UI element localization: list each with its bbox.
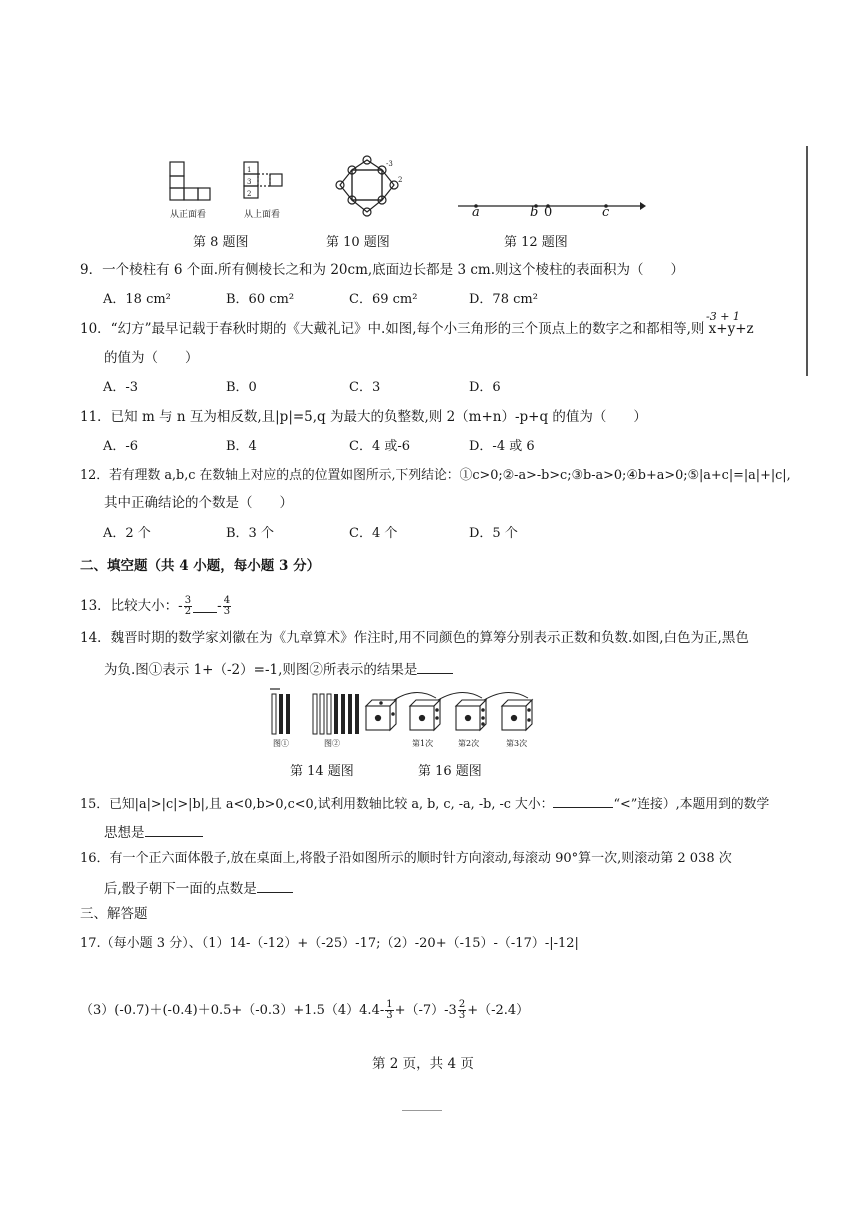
q13-prefix: 13．比较大小：- <box>80 597 183 614</box>
front-view-grid <box>170 162 210 200</box>
section2-heading: 二、填空题（共 4 小题，每小题 3 分） <box>80 558 321 574</box>
q13-mid: - <box>217 597 222 614</box>
q12-option-d: D．5 个 <box>469 526 518 541</box>
fig16-caption: 第 16 题图 <box>418 764 482 779</box>
fig10-diagram <box>336 158 406 222</box>
page-edge-line <box>806 146 808 376</box>
q11-option-b: B．4 <box>226 439 257 454</box>
q9-option-b: B．60 cm² <box>226 292 295 307</box>
svg-text:2: 2 <box>247 190 252 198</box>
q17-line2c: +（-2.4） <box>467 1003 530 1018</box>
fig16-dice <box>366 700 532 730</box>
q10-option-d: D．6 <box>469 380 501 395</box>
fig8-caption: 第 8 题图 <box>193 235 249 250</box>
fig14-16-diagram <box>268 686 540 742</box>
svg-text:3: 3 <box>247 178 252 186</box>
q17-line2 <box>80 1000 529 1021</box>
q16-line1: 16．有一个正六面体骰子,放在桌面上,将骰子沿如图所示的顺时针方向滚动,每滚动 90°算一次,则滚动第 2 038 次 <box>80 851 732 866</box>
q13-line <box>80 596 232 617</box>
q10-stem: 10．“幻方”最早记载于春秋时期的《大戴礼记》中.如图,每个小三角形的三个顶点上的数字之和都相等,则 x+y+z <box>80 321 754 337</box>
q15-answer-blank-1[interactable] <box>553 795 613 808</box>
q13-f2-denominator: 3 <box>223 606 231 617</box>
fig12-caption: 第 12 题图 <box>504 235 568 250</box>
q17-f1-numerator: 1 <box>386 999 393 1010</box>
q15-line2-text: 思想是 <box>104 825 145 841</box>
q9-stem: 9．一个棱柱有 6 个面.所有侧棱长之和为 20cm,底面边长都是 3 cm.则这个棱柱的表面积为（ ） <box>80 262 684 278</box>
q9-option-d: D．78 cm² <box>469 292 538 307</box>
svg-text:2: 2 <box>398 176 403 184</box>
q11-stem: 11．已知 m 与 n 互为相反数,且|p|=5,q 为最大的负整数,则 2（m+n）-p+q 的值为（ ） <box>80 409 647 425</box>
q10-option-b: B．0 <box>226 380 257 395</box>
q16-answer-blank[interactable] <box>257 880 293 893</box>
fig14-label-1: 图① <box>273 739 289 748</box>
q13-f1-denominator: 2 <box>184 606 192 617</box>
q17-fraction-1 <box>385 1000 393 1021</box>
page-footer: 第 2 页，共 4 页 <box>372 1056 474 1072</box>
q9-option-c: C．69 cm² <box>349 292 418 307</box>
label-c: c <box>602 205 610 220</box>
q10-stem-cont: 的值为（ ） <box>104 350 199 366</box>
label-a: a <box>472 205 480 220</box>
q16-line2 <box>104 880 293 897</box>
q13-f2-numerator: 4 <box>223 595 231 606</box>
q17-line2b: +（-7）-3 <box>394 1003 457 1018</box>
q14-line2-text: 为负.图①表示 1+（-2）=-1,则图②所表示的结果是 <box>104 662 418 678</box>
q17-line1: 17.（每小题 3 分）、（1）14-（-12）+（-25）-17;（2）-20+（-15）-（-17）-|-12| <box>80 936 579 951</box>
q14-line2 <box>104 661 453 678</box>
q14-answer-blank[interactable] <box>417 661 453 674</box>
fig16-label-3: 第3次 <box>506 739 528 748</box>
q12-stem-cont: 其中正确结论的个数是（ ） <box>104 495 293 511</box>
fig14-label-2: 图② <box>324 739 340 748</box>
q11-option-c: C．4 或-6 <box>349 439 411 454</box>
label-b: b <box>530 205 539 220</box>
q12-option-b: B．3 个 <box>226 526 274 541</box>
q12-option-c: C．4 个 <box>349 526 398 541</box>
q17-f2-numerator: 2 <box>458 999 466 1010</box>
q13-fraction-1 <box>184 596 192 617</box>
q10-option-a: A．-3 <box>103 380 139 395</box>
q16-line2-text: 后,骰子朝下一面的点数是 <box>104 881 257 897</box>
q11-option-d: D．-4 或 6 <box>469 439 535 454</box>
svg-text:-3: -3 <box>386 160 393 168</box>
q13-f1-numerator: 3 <box>184 595 192 606</box>
fig8-top-label: 从上面看 <box>244 210 281 220</box>
q15-line1a: 15．已知|a|>|c|>|b|,且 a<0,b>0,c<0,试利用数轴比较 a, b, c, -a, -b, -c 大小： <box>80 797 554 812</box>
q17-f1-denominator: 3 <box>386 1010 393 1021</box>
q11-option-a: A．-6 <box>103 439 139 454</box>
fig16-label-2: 第2次 <box>458 739 480 748</box>
fig14-rods-1 <box>272 694 290 734</box>
q10-handwriting: -3 + 1 <box>706 310 740 323</box>
q17-f2-denominator: 3 <box>458 1010 466 1021</box>
q9-option-a: A．18 cm² <box>103 292 171 307</box>
q12-option-a: A．2 个 <box>103 526 151 541</box>
q15-answer-blank-2[interactable] <box>145 824 203 837</box>
scan-mark <box>402 1110 442 1111</box>
svg-text:1: 1 <box>247 166 252 174</box>
q17-fraction-2 <box>458 1000 466 1021</box>
q14-line1: 14．魏晋时期的数学家刘徽在为《九章算术》作注时,用不同颜色的算筹分别表示正数和负数.如图,白色为正,黑色 <box>80 630 749 646</box>
q15-line1b: “<”连接）,本题用到的数学 <box>613 797 770 812</box>
fig8-front-label: 从正面看 <box>170 210 207 220</box>
fig14-rods-2 <box>313 694 359 734</box>
q12-stem: 12．若有理数 a,b,c 在数轴上对应的点的位置如图所示,下列结论：①c>0;②-a>-b>c;③b-a>0;④b+a>0;⑤|a+c|=|a|+|c|, <box>80 468 791 483</box>
label-zero: 0 <box>544 205 553 220</box>
q15-line2 <box>104 824 203 841</box>
fig10-caption: 第 10 题图 <box>326 235 390 250</box>
fig16-label-1: 第1次 <box>412 739 434 748</box>
section3-heading: 三、解答题 <box>80 906 148 922</box>
q13-fraction-2 <box>223 596 231 617</box>
q10-option-c: C．3 <box>349 380 381 395</box>
q13-answer-blank[interactable] <box>193 600 217 613</box>
fig14-caption: 第 14 题图 <box>290 764 354 779</box>
q17-line2a: （3）(-0.7)＋(-0.4)＋0.5+（-0.3）+1.5（4）4.4- <box>80 1003 385 1018</box>
q15-line1 <box>80 795 769 812</box>
